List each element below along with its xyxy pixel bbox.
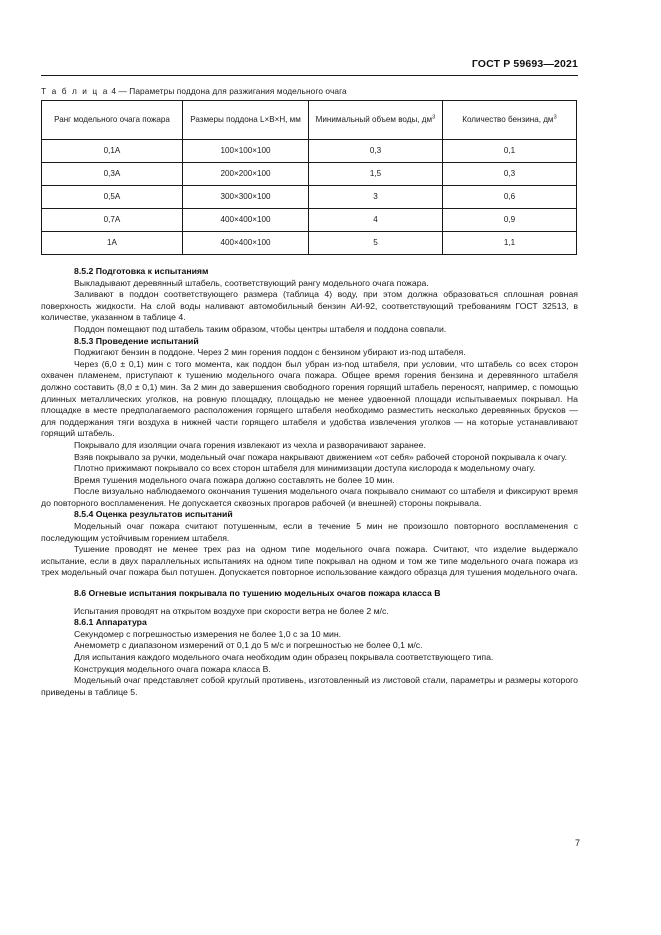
table-cell-water-volume: 4 [309, 209, 443, 232]
table-caption-text: Параметры поддона для разжигания модельного очага [129, 86, 347, 96]
paragraph: Заливают в поддон соответствующего размера (таблица 4) воду, при этом должна образоваться сплошная ровная поверхность жидкости. На слой воды наливают автомобильный бензин АИ-92, соответствующий требованиям ГОСТ 32513, в количестве, указанном в таблице 4. [41, 289, 578, 323]
paragraph: Конструкция модельного очага пожара класса В. [74, 663, 271, 674]
table-header-cell-petrol-volume [443, 101, 577, 140]
paragraph: Выкладывают деревянный штабель, соответствующий рангу модельного очага пожара. [74, 277, 429, 288]
paragraph: Взяв покрывало за ручки, модельный очаг пожара накрывают движением «от себя» рабочей стороной покрывала к очагу. [74, 451, 568, 462]
table-row [42, 140, 577, 163]
header-divider-rule [41, 75, 578, 76]
table-header-cell-dimensions [183, 101, 309, 140]
table-header-text: Размеры поддона L×B×H, мм [190, 114, 301, 124]
table-header-text: Ранг модельного очага пожара [54, 114, 170, 124]
paragraph: Покрывало для изоляции очага горения извлекают из чехла и разворачивают заранее. [74, 439, 426, 450]
table-caption-number: 4 [111, 86, 117, 96]
table-cell-dimensions: 400×400×100 [183, 209, 309, 232]
table-header-row [42, 101, 577, 140]
table-caption-dash: — [118, 86, 127, 96]
section-heading-8-6: 8.6 Огневые испытания покрывала по тушению модельных очагов пожара класса В [74, 588, 441, 599]
section-heading-8-5-4: 8.5.4 Оценка результатов испытаний [74, 509, 233, 520]
table-cell-rank: 0,5A [42, 186, 183, 209]
table-body [42, 140, 577, 255]
table-cell-water-volume: 3 [309, 186, 443, 209]
table-cell-petrol-volume: 0,3 [443, 163, 577, 186]
superscript-cubic: 3 [553, 114, 557, 121]
params-table [41, 100, 577, 255]
running-header: ГОСТ Р 59693—2021 [471, 58, 578, 70]
paragraph: Поджигают бензин в поддоне. Через 2 мин горения поддон с бензином убирают из-под штабеля. [74, 347, 466, 358]
table-cell-rank: 0,7A [42, 209, 183, 232]
table-header-cell-rank [42, 101, 183, 140]
table-cell-water-volume: 5 [309, 232, 443, 255]
table-cell-dimensions: 300×300×100 [183, 186, 309, 209]
table-row [42, 209, 577, 232]
body-text-block [41, 266, 578, 698]
table-cell-rank: 0,1A [42, 140, 183, 163]
table-cell-petrol-volume: 0,1 [443, 140, 577, 163]
paragraph: После визуально наблюдаемого окончания тушения модельного очага покрывало снимают со штабеля и фиксируют время до повторного воспламенения. Не допускается сквозных прогаров рабочей (и внешней) стороны покрывала. [41, 486, 578, 508]
table-cell-dimensions: 100×100×100 [183, 140, 309, 163]
paragraph: Через (6,0 ± 0,1) мин с того момента, как поддон был убран из-под штабеля, при условии, что штабель со всех сторон охвачен пламенем, приступают к тушению модельного очага пожара. Общее время горения бензина и деревянного штабеля должно составить (8,0 ± 0,1) мин. За 2 мин до завершения свободного горения горящий штабель переносят, например, с помощью длинных металлических уголков, на ровную площадку, площадью не менее удвоенной площади испытываемых покрывал. На площадке в месте предполагаемого расположения горящего штабеля необходимо разместить несколько деревянных брусков — для поддержания тяги воздуха в нижней части горящего штабеля и удобства извлечения уголков — на которые устанавливают горящий штабель. [41, 358, 578, 439]
table-row [42, 186, 577, 209]
paragraph: Модельный очаг пожара считают потушенным, если в течение 5 мин не произошло повторного воспламенения с последующим устойчивым горением штабеля. [41, 521, 578, 543]
paragraph: Плотно прижимают покрывало со всех сторон штабеля для минимизации доступа кислорода к модельному очагу. [74, 463, 536, 474]
paragraph: Поддон помещают под штабель таким образом, чтобы центры штабеля и поддона совпали. [74, 323, 447, 334]
superscript-cubic: 3 [432, 114, 436, 121]
table-cell-dimensions: 200×200×100 [183, 163, 309, 186]
table-caption [41, 86, 578, 96]
table-header-cell-water-volume [309, 101, 443, 140]
paragraph: Для испытания каждого модельного очага необходим один образец покрывала соответствующего типа. [74, 652, 494, 662]
paragraph: Тушение проводят не менее трех раз на одном типе модельного очага пожара. Считают, что изделие выдержало испытание, если в двух параллельных испытаниях на одном типе покрывал на одном и том же типе модельного очага пожара из трех модельный очаг пожара был потушен. Допускается повторное использование каждого образца для тушения модельного очага. [41, 544, 578, 578]
table-caption-label: Т а б л и ц а [41, 86, 109, 96]
table-cell-dimensions: 400×400×100 [183, 232, 309, 255]
table-cell-rank: 1A [42, 232, 183, 255]
paragraph: Анемометр с диапазоном измерений от 0,1 до 5 м/с и погрешностью не более 0,1 м/с. [74, 640, 423, 651]
table-cell-petrol-volume: 0,9 [443, 209, 577, 232]
page-content [41, 86, 578, 698]
table-cell-petrol-volume: 1,1 [443, 232, 577, 255]
paragraph: Модельный очаг представляет собой круглый противень, изготовленный из листовой стали, параметры и размеры которого приведены в таблице 5. [41, 675, 578, 697]
table-cell-petrol-volume: 0,6 [443, 186, 577, 209]
paragraph: Секундомер с погрешностью измерения не более 1,0 с за 10 мин. [74, 628, 342, 639]
table-header-text: Минимальный объем воды, дм [315, 114, 433, 124]
paragraph: Время тушения модельного очага пожара должно составлять не более 10 мин. [74, 474, 395, 485]
table-row [42, 232, 577, 255]
section-heading-8-6-1: 8.6.1 Аппаратура [74, 617, 147, 628]
paragraph: Испытания проводят на открытом воздухе при скорости ветра не более 2 м/с. [74, 605, 389, 616]
page-number: 7 [575, 838, 581, 848]
table-cell-water-volume: 0,3 [309, 140, 443, 163]
table-cell-water-volume: 1,5 [309, 163, 443, 186]
section-heading-8-5-3: 8.5.3 Проведение испытаний [74, 335, 199, 346]
table-header-text: Количество бензина, дм [462, 114, 554, 124]
table-cell-rank: 0,3A [42, 163, 183, 186]
table-row [42, 163, 577, 186]
section-heading-8-5-2: 8.5.2 Подготовка к испытаниям [74, 266, 209, 276]
